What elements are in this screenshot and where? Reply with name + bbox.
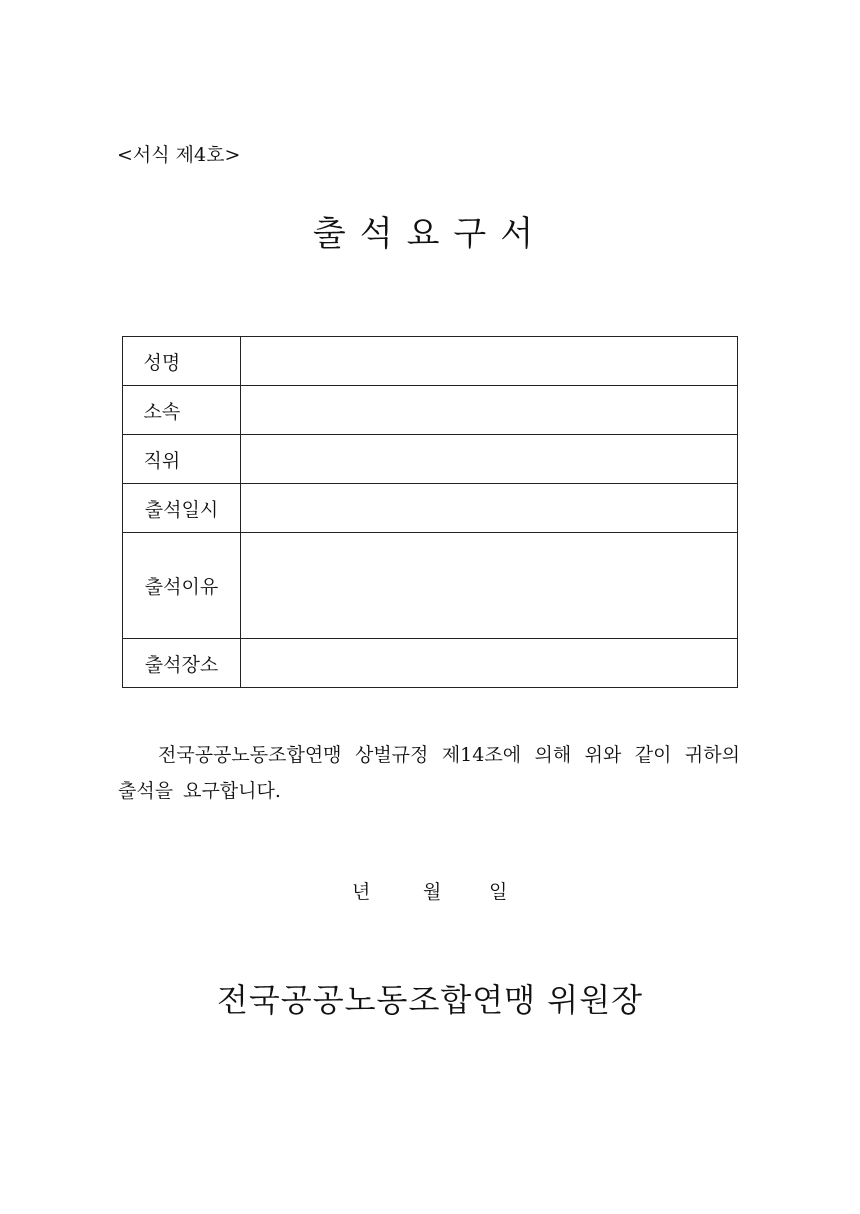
date-year: 년: [352, 881, 371, 903]
body-paragraph: 전국공공노동조합연맹 상벌규정 제14조에 의해 위와 같이 귀하의 출석을 요구합니다.: [118, 744, 740, 802]
label-position-text: 직위: [143, 449, 181, 472]
table-row-attendance-datetime: [123, 484, 738, 533]
signer-title: 전국공공노동조합연맹 위원장: [216, 981, 644, 1019]
label-attendance-reason: 출석이유: [123, 533, 241, 639]
info-table: [122, 336, 738, 688]
date-month: 월: [423, 881, 442, 903]
document-title: 출석요구서: [312, 214, 548, 254]
field-name[interactable]: [241, 337, 738, 386]
label-name-text: 성명: [143, 351, 181, 374]
table-row-position: [123, 435, 738, 484]
table-row-name: [123, 337, 738, 386]
field-position[interactable]: [241, 435, 738, 484]
label-affiliation-text: 소속: [143, 400, 181, 423]
form-number: <서식 제4호>: [117, 144, 241, 166]
field-attendance-datetime[interactable]: [241, 484, 738, 533]
table-row-affiliation: [123, 386, 738, 435]
table-row-attendance-place: [123, 639, 738, 688]
field-attendance-place[interactable]: [241, 639, 738, 688]
field-affiliation[interactable]: [241, 386, 738, 435]
label-name: [123, 337, 241, 386]
date-day: 일: [489, 881, 508, 903]
field-attendance-reason[interactable]: [241, 533, 738, 639]
label-attendance-place: 출석장소: [123, 639, 241, 688]
label-affiliation: [123, 386, 241, 435]
label-position: [123, 435, 241, 484]
label-attendance-datetime: 출석일시: [123, 484, 241, 533]
table-row-attendance-reason: [123, 533, 738, 639]
